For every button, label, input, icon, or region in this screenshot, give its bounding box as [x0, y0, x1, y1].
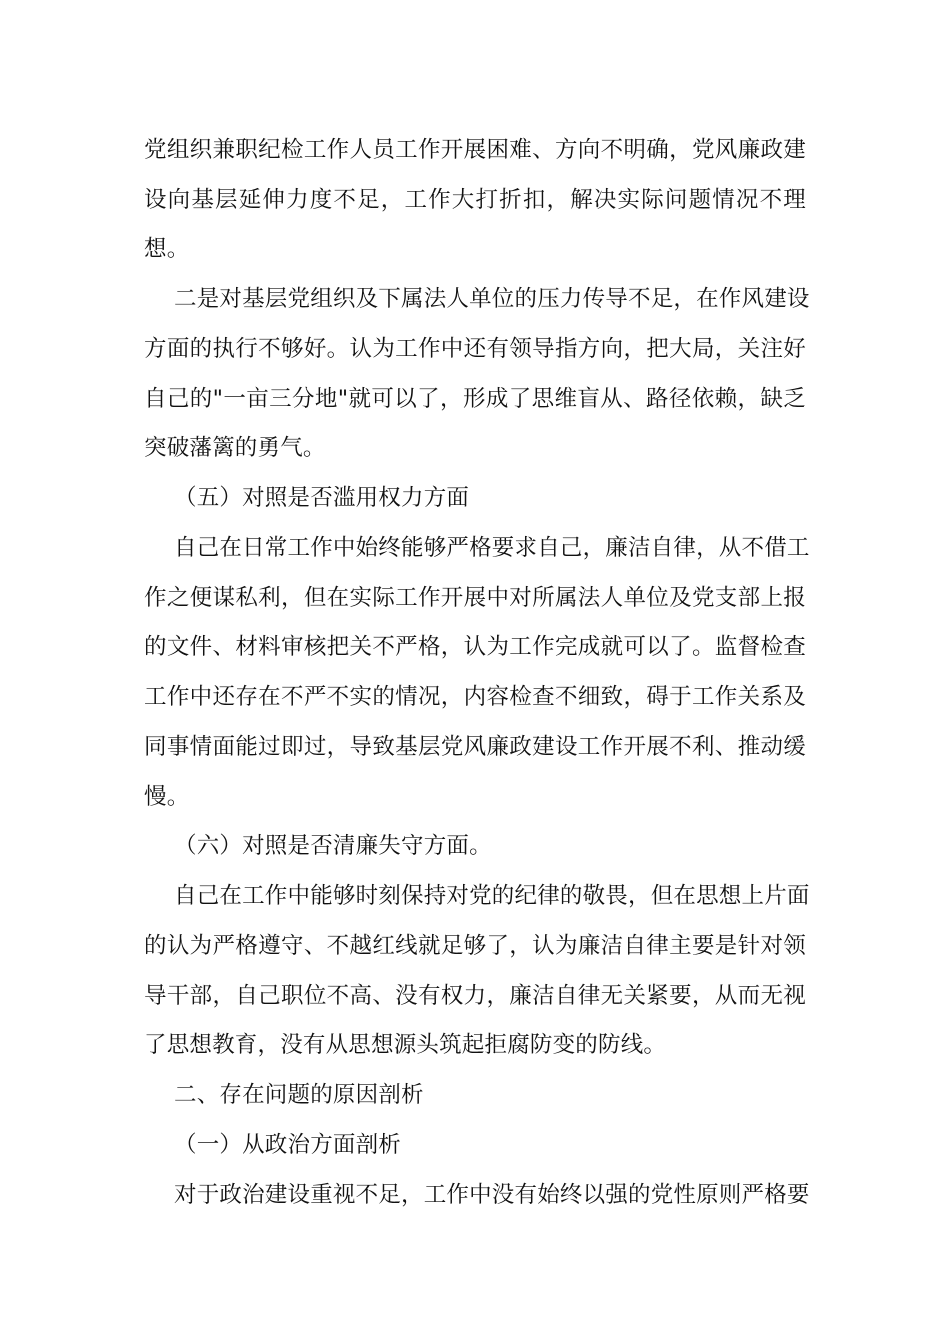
- paragraph-3-line-6: 慢。: [144, 784, 190, 810]
- paragraph-3-line-4: 工作中还存在不严不实的情况，内容检查不细致，碍于工作关系及: [144, 684, 806, 710]
- paragraph-3-line-3: 的文件、材料审核把关不严格，认为工作完成就可以了。监督检查: [144, 634, 806, 660]
- paragraph-4-line-4: 了思想教育，没有从思想源头筑起拒腐防变的防线。: [144, 1032, 667, 1058]
- section-heading-6: （六）对照是否清廉失守方面。: [174, 833, 492, 859]
- paragraph-4-line-1: 自己在工作中能够时刻保持对党的纪律的敬畏，但在思想上片面: [174, 883, 810, 909]
- paragraph-2-line-1: 二是对基层党组织及下属法人单位的压力传导不足，在作风建设: [174, 286, 810, 312]
- paragraph-3-line-5: 同事情面能过即过，导致基层党风廉政建设工作开展不利、推动缓: [144, 734, 806, 760]
- paragraph-2-line-2: 方面的执行不够好。认为工作中还有领导指方向，把大局，关注好: [144, 336, 806, 362]
- section-heading-5: （五）对照是否滥用权力方面: [174, 485, 470, 511]
- chapter-heading-2: 二、存在问题的原因剖析: [174, 1082, 424, 1108]
- paragraph-1-line-3: 想。: [144, 236, 190, 262]
- paragraph-4-line-2: 的认为严格遵守、不越红线就足够了，认为廉洁自律主要是针对领: [144, 933, 806, 959]
- paragraph-4-line-3: 导干部，自己职位不高、没有权力，廉洁自律无关紧要，从而无视: [144, 983, 806, 1009]
- section-heading-2-1: （一）从政治方面剖析: [174, 1132, 402, 1158]
- paragraph-1-line-1: 党组织兼职纪检工作人员工作开展困难、方向不明确，党风廉政建: [144, 137, 806, 163]
- paragraph-3-line-2: 作之便谋私利，但在实际工作开展中对所属法人单位及党支部上报: [144, 585, 806, 611]
- paragraph-2-line-4: 突破藩篱的勇气。: [144, 435, 326, 461]
- paragraph-1-line-2: 设向基层延伸力度不足，工作大打折扣，解决实际问题情况不理: [144, 187, 806, 213]
- paragraph-3-line-1: 自己在日常工作中始终能够严格要求自己，廉洁自律，从不借工: [174, 535, 810, 561]
- paragraph-2-line-3: 自己的"一亩三分地"就可以了，形成了思维盲从、路径依赖，缺乏: [144, 386, 806, 412]
- paragraph-5-line-1: 对于政治建设重视不足，工作中没有始终以强的党性原则严格要: [174, 1182, 810, 1208]
